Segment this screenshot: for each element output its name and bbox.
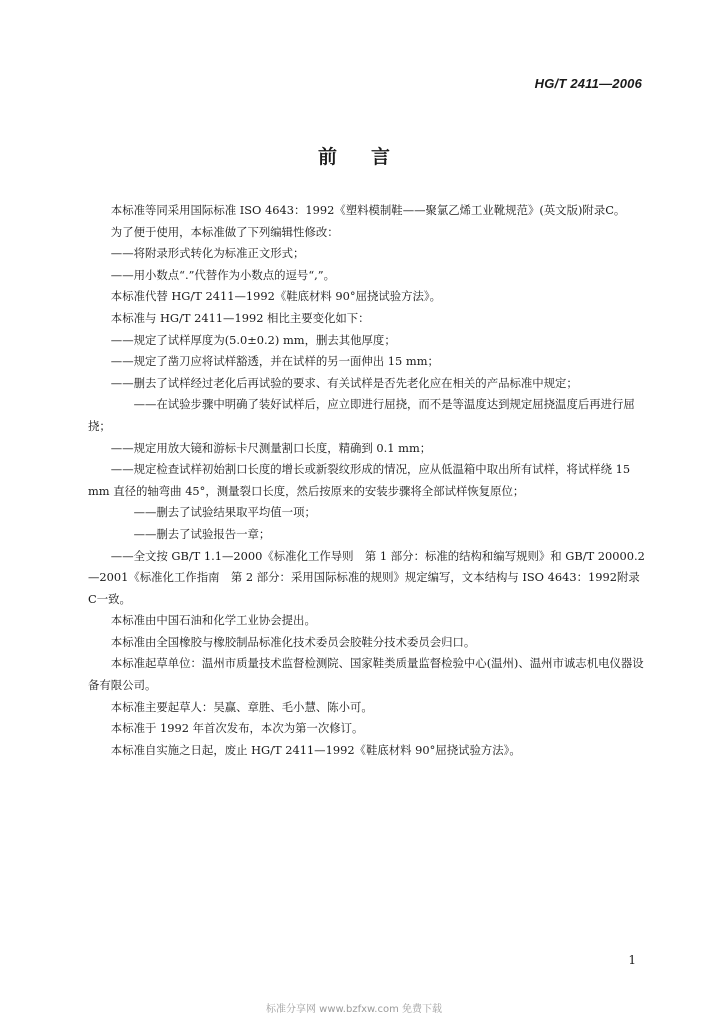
paragraph-administered-by: 本标准由全国橡胶与橡胶制品标准化技术委员会胶鞋分技术委员会归口。 xyxy=(110,634,476,649)
list-item-change-5: ——规定用放大镜和游标卡尺测量割口长度，精确到 0.1 mm； xyxy=(110,440,432,455)
list-item-change-7: ——删去了试验结果取平均值一项； xyxy=(133,505,316,520)
footer-watermark: 标准分享网 www.bzfxw.com 免费下载 xyxy=(266,1004,442,1015)
list-item-change-4: ——在试验步骤中明确了装好试样后，应立即进行屈挠，而不是等温度达到规定屈挠温度后再进行屈挠； xyxy=(88,397,635,433)
paragraph-replaces: 本标准代替 HG/T 2411—1992《鞋底材料 90°屈挠试验方法》。 xyxy=(110,289,442,304)
list-item-change-3: ——删去了试样经过老化后再试验的要求、有关试样是否先老化应在相关的产品标准中规定； xyxy=(110,375,578,390)
list-item-change-1: ——规定了试样厚度为(5.0±0.2) mm，删去其他厚度； xyxy=(110,332,396,347)
list-item-change-6: ——规定检查试样初始割口长度的增长或新裂纹形成的情况，应从低温箱中取出所有试样，将试样绕 15 mm 直径的轴弯曲 45°，测量裂口长度，然后按原来的安装步骤将全部试样恢复原位； xyxy=(88,462,631,498)
list-item-edit-1: ——将附录形式转化为标准正文形式； xyxy=(110,246,305,261)
list-item-edit-2: ——用小数点“.”代替作为小数点的逗号“,”。 xyxy=(110,267,335,282)
paragraph-adoption: 本标准等同采用国际标准 ISO 4643：1992《塑料模制鞋——聚氯乙烯工业靴规范》(英文版)附录C。 xyxy=(110,203,626,217)
standard-number: HG/T 2411—2006 xyxy=(534,76,642,91)
foreword-body xyxy=(88,200,646,761)
paragraph-changes-intro: 本标准与 HG/T 2411—1992 相比主要变化如下： xyxy=(110,310,370,325)
paragraph-abolish: 本标准自实施之日起，废止 HG/T 2411—1992《鞋底材料 90°屈挠试验方法》。 xyxy=(110,742,521,757)
paragraph-history: 本标准于 1992 年首次发布，本次为第一次修订。 xyxy=(110,721,364,736)
page-number: 1 xyxy=(628,953,636,967)
list-item-change-9: ——全文按 GB/T 1.1—2000《标准化工作导则 第 1 部分：标准的结构和编写规则》和 GB/T 20000.2—2001《标准化工作指南 第 2 部分：采用国际标准的规则》规定编写，文本结构与 ISO 4643：1992附录C一致。 xyxy=(88,548,645,606)
list-item-change-8: ——删去了试验报告一章； xyxy=(133,526,271,541)
paragraph-drafters: 本标准主要起草人：吴赢、章胜、毛小慧、陈小可。 xyxy=(110,699,373,714)
list-item-change-2: ——规定了凿刀应将试样豁透，并在试样的另一面伸出 15 mm； xyxy=(110,354,439,369)
paragraph-drafting-units: 本标准起草单位：温州市质量技术监督检测院、国家鞋类质量监督检验中心(温州)、温州市诚志机电仪器设备有限公司。 xyxy=(88,656,644,693)
paragraph-edits-intro: 为了便于使用，本标准做了下列编辑性修改： xyxy=(110,224,339,239)
paragraph-proposed-by: 本标准由中国石油和化学工业协会提出。 xyxy=(110,613,316,628)
page-title: 前言 xyxy=(317,146,424,168)
